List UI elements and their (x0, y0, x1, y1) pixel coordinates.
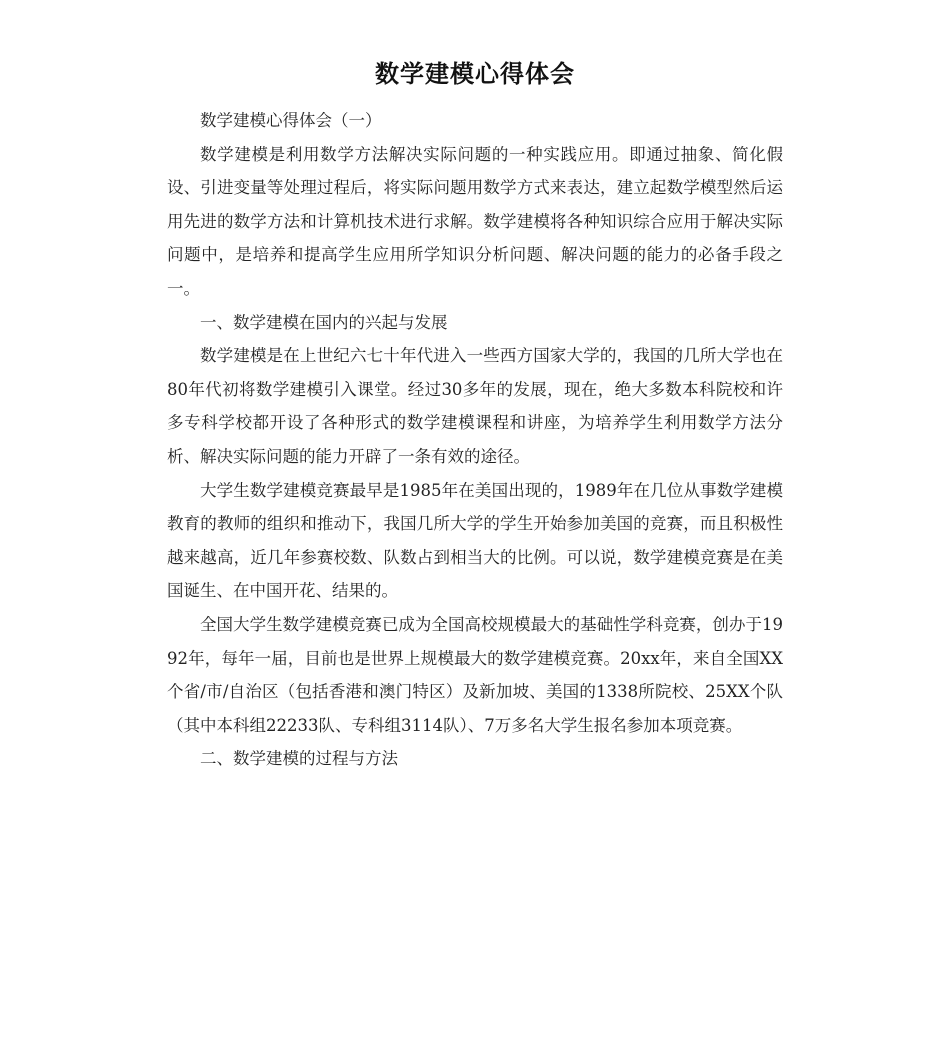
section-1-paragraph-2: 大学生数学建模竞赛最早是1985年在美国出现的，1989年在几位从事数学建模教育的教师的组织和推动下，我国几所大学的学生开始参加美国的竞赛，而且积极性越来越高，近几年参赛校数、队数占到相当大的比例。可以说，数学建模竞赛是在美国诞生、在中国开花、结果的。 (167, 480, 783, 601)
section-2-heading: 二、数学建模的过程与方法 (200, 749, 398, 769)
section-1-paragraph-3: 全国大学生数学建模竞赛已成为全国高校规模最大的基础性学科竞赛，创办于1992年，每年一届，目前也是世界上规模最大的数学建模竞赛。20xx年，来自全国XX个省/市/自治区（包括香港和澳门特区）及新加坡、美国的1338所院校、25XX个队（其中本科组22233队、专科组3114队）、7万多名大学生报名参加本项竞赛。 (167, 614, 783, 735)
document-body (167, 104, 783, 776)
document-subtitle: 数学建模心得体会（一） (200, 111, 382, 130)
document-title: 数学建模心得体会 (375, 60, 575, 89)
intro-paragraph: 数学建模是利用数学方法解决实际问题的一种实践应用。即通过抽象、简化假设、引进变量等处理过程后，将实际问题用数学方式来表达，建立起数学模型然后运用先进的数学方法和计算机技术进行求解。数学建模将各种知识综合应用于解决实际问题中，是培养和提高学生应用所学知识分析问题、解决问题的能力的必备手段之一。 (167, 144, 783, 298)
section-1-paragraph-1: 数学建模是在上世纪六七十年代进入一些西方国家大学的，我国的几所大学也在80年代初将数学建模引入课堂。经过30多年的发展，现在，绝大多数本科院校和许多专科学校都开设了各种形式的数学建模课程和讲座，为培养学生利用数学方法分析、解决实际问题的能力开辟了一条有效的途径。 (167, 346, 783, 466)
section-1-heading: 一、数学建模在国内的兴起与发展 (200, 312, 448, 332)
